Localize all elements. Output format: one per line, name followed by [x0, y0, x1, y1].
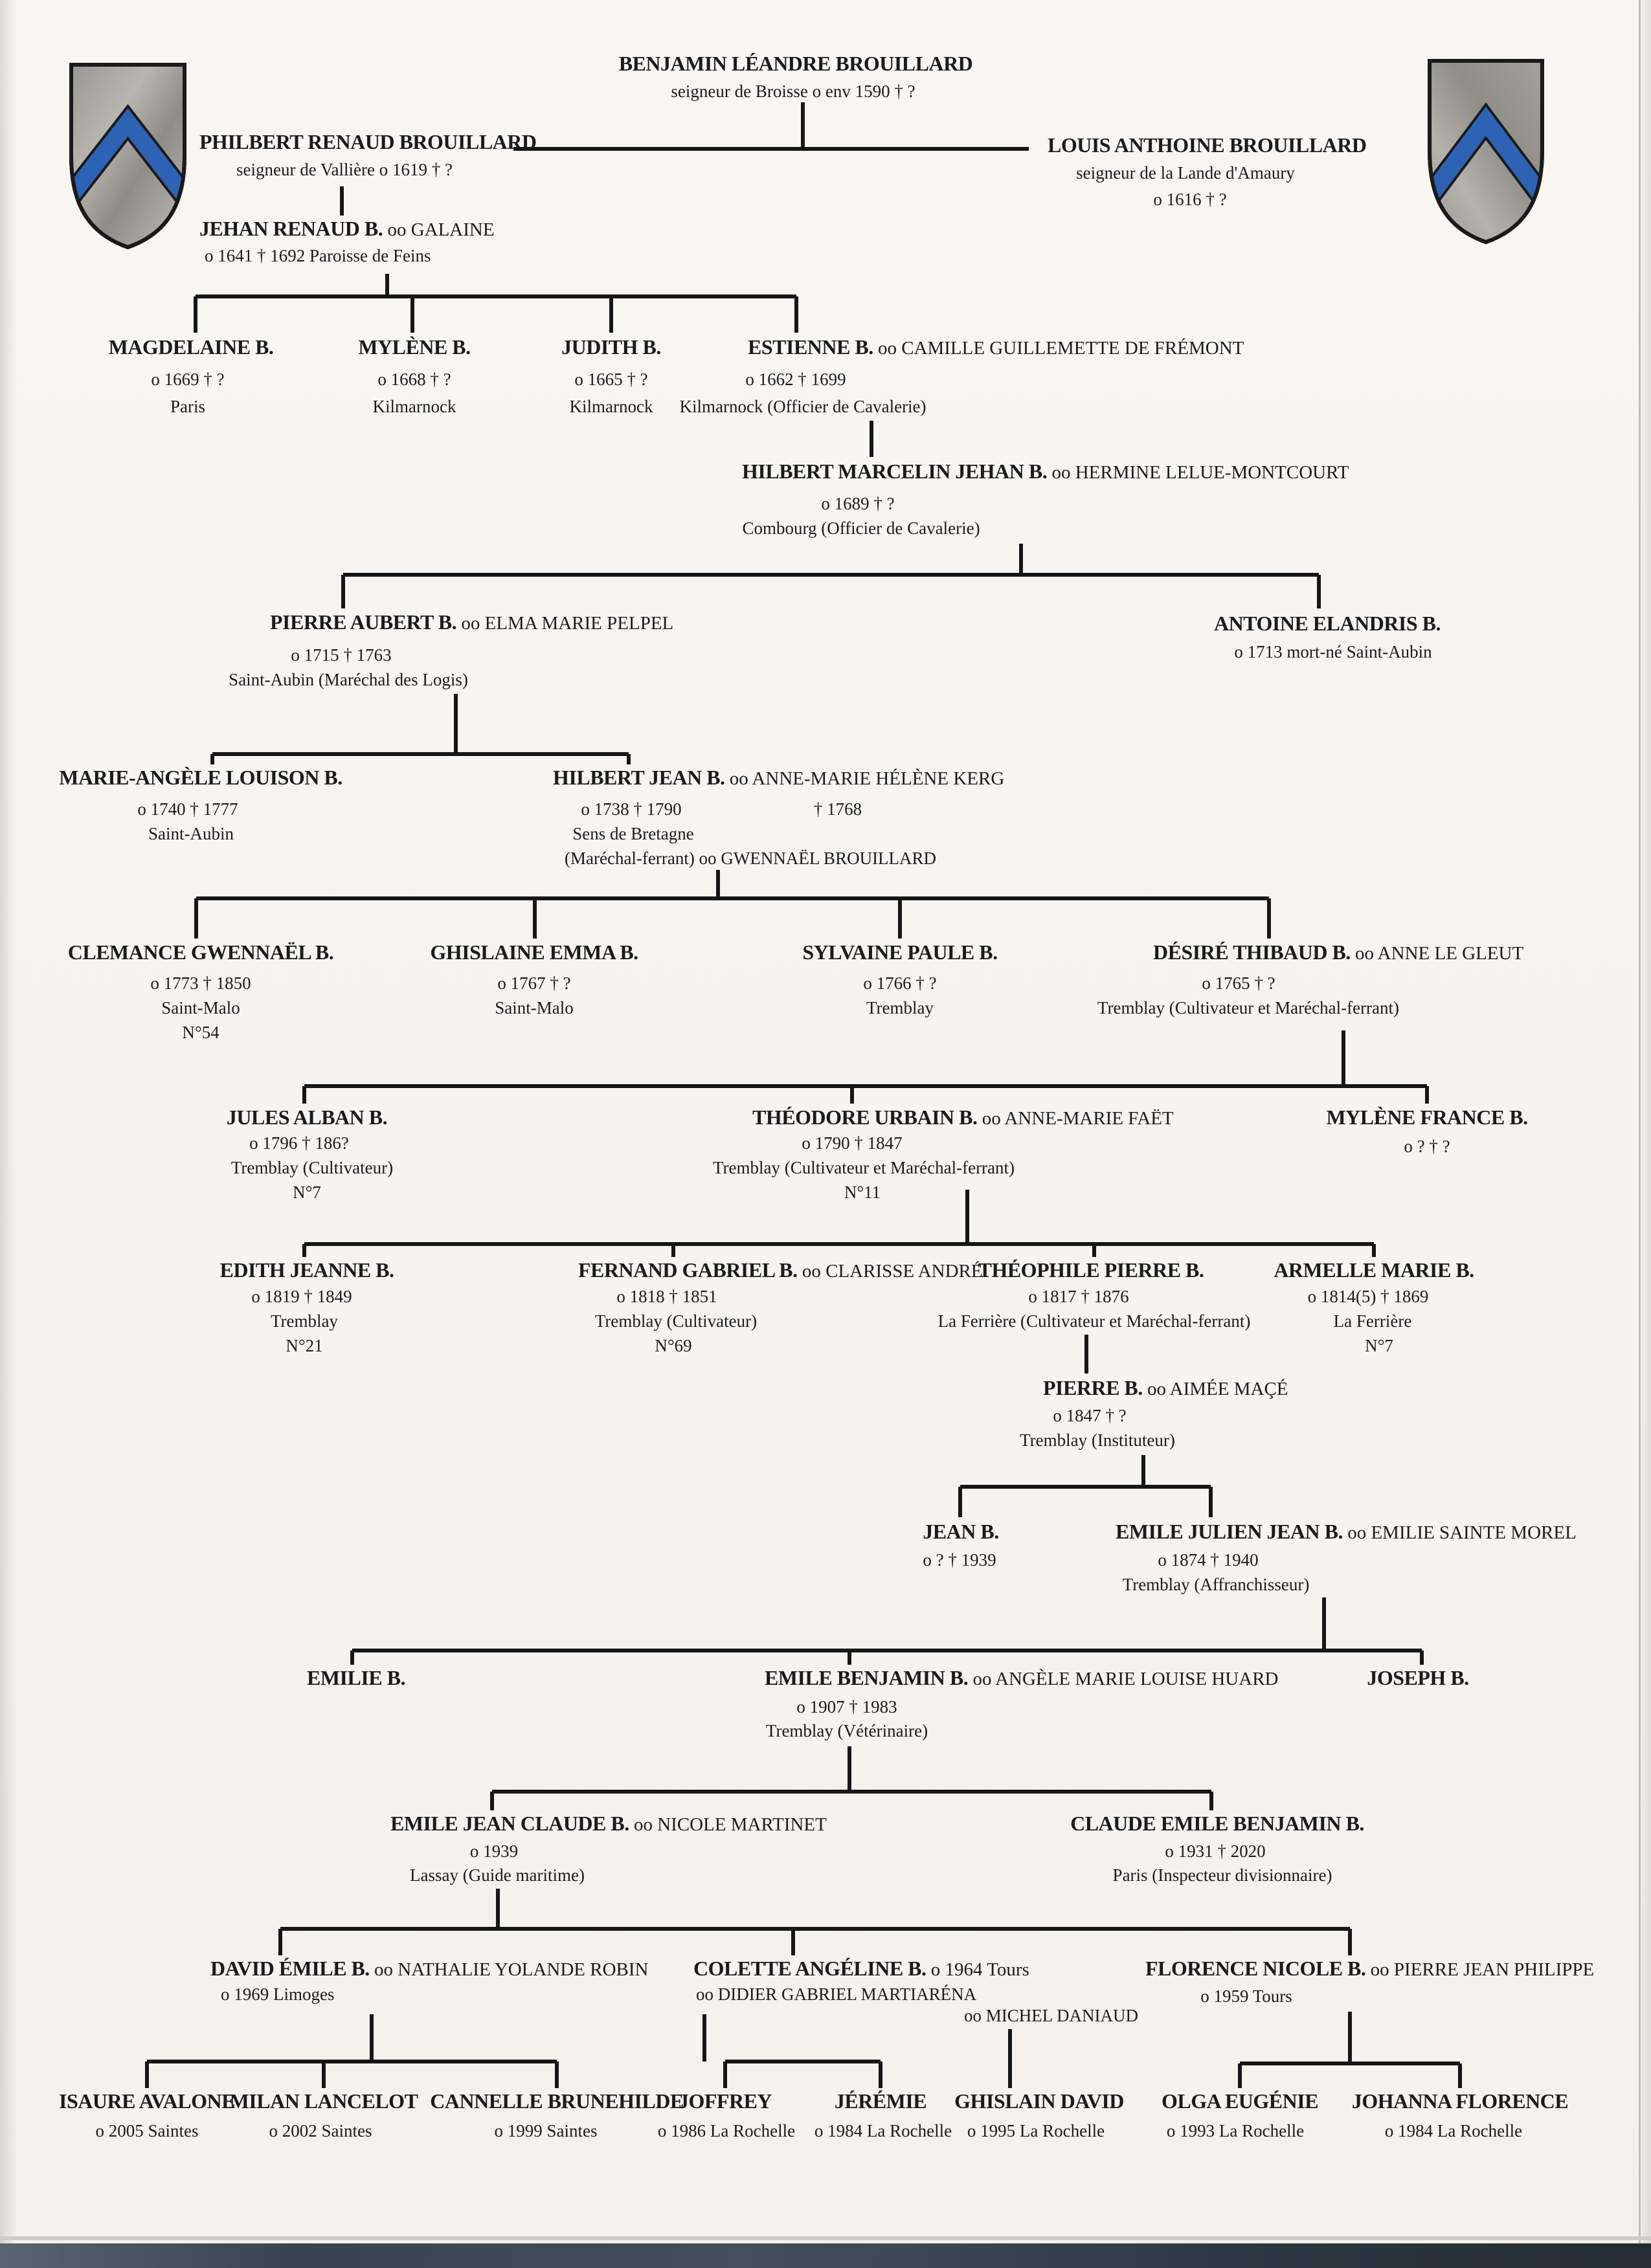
emile-jean-claude-dates: o 1939: [469, 1841, 519, 1861]
jean-name: JEAN B.: [923, 1520, 999, 1543]
theodore-place: Tremblay (Cultivateur et Maréchal-ferrant): [712, 1158, 1015, 1177]
theodore-name: THÉODORE URBAIN B. oo ANNE-MARIE FAËT: [752, 1106, 1174, 1129]
milan-dates: o 2002 Saintes: [269, 2121, 372, 2140]
louis-dates: o 1616 † ?: [1153, 190, 1227, 209]
desire-name: DÉSIRÉ THIBAUD B. oo ANNE LE GLEUT: [1153, 940, 1524, 964]
benjamin-subtitle: seigneur de Broisse o env 1590 † ?: [671, 82, 915, 101]
mylene-name: MYLÈNE B.: [358, 335, 471, 359]
marie-angele-name: MARIE-ANGÈLE LOUISON B.: [59, 766, 343, 789]
olga-name: OLGA EUGÉNIE: [1161, 2089, 1319, 2113]
emile-benjamin-place: Tremblay (Vétérinaire): [765, 1721, 928, 1740]
jules-dates: o 1796 † 186?: [249, 1133, 349, 1153]
scan-edge-left: [0, 0, 17, 2268]
emile-benjamin-name: EMILE BENJAMIN B. oo ANGÈLE MARIE LOUISE HUARD: [765, 1666, 1279, 1689]
pierre-aubert-dates: o 1715 † 1763: [291, 645, 392, 665]
benjamin-name: BENJAMIN LÉANDRE BROUILLARD: [618, 52, 973, 75]
ghislaine-place: Saint-Malo: [495, 998, 574, 1017]
desire-place: Tremblay (Cultivateur et Maréchal-ferrant): [1097, 998, 1400, 1017]
estienne-dates: o 1662 † 1699: [745, 370, 846, 389]
isaure-dates: o 2005 Saintes: [95, 2121, 199, 2140]
judith-name: JUDITH B.: [561, 335, 661, 359]
sylvaine-place: Tremblay: [866, 998, 934, 1017]
emile-benjamin-dates: o 1907 † 1983: [796, 1697, 897, 1717]
jean-dates: o ? † 1939: [923, 1550, 996, 1570]
pierre-name: PIERRE B. oo AIMÉE MAÇÉ: [1043, 1376, 1288, 1399]
antoine-dates: o 1713 mort-né Saint-Aubin: [1234, 642, 1432, 662]
johanna-dates: o 1984 La Rochelle: [1384, 2121, 1523, 2140]
joffrey-dates: o 1986 La Rochelle: [657, 2121, 796, 2140]
emilie-name: EMILIE B.: [307, 1666, 405, 1689]
philbert-subtitle: seigneur de Vallière o 1619 † ?: [236, 160, 453, 179]
ghislain-dates: o 1995 La Rochelle: [967, 2121, 1105, 2140]
hilbert-marcelin-dates: o 1689 † ?: [821, 494, 895, 513]
scan-bottom-band: [0, 2243, 1651, 2268]
theophile-name: THÉOPHILE PIERRE B.: [978, 1258, 1204, 1282]
sylvaine-name: SYLVAINE PAULE B.: [802, 940, 998, 964]
left-crest-icon: [65, 58, 191, 254]
joffrey-name: JOFFREY: [678, 2089, 772, 2113]
clemance-dates: o 1773 † 1850: [150, 973, 251, 993]
louis-subtitle: seigneur de la Lande d'Amaury: [1076, 163, 1295, 183]
jehan-name: JEHAN RENAUD B. oo GALAINE: [199, 217, 495, 240]
desire-dates: o 1765 † ?: [1202, 973, 1275, 993]
emile-julien-dates: o 1874 † 1940: [1158, 1550, 1259, 1570]
fernand-name: FERNAND GABRIEL B. oo CLARISSE ANDRÉ: [578, 1258, 983, 1282]
edith-place: Tremblay: [270, 1311, 339, 1331]
armelle-place: La Ferrière: [1333, 1311, 1412, 1331]
right-crest-icon: [1422, 54, 1550, 249]
edith-name: EDITH JEANNE B.: [219, 1258, 394, 1282]
clemance-place: Saint-Malo: [161, 998, 240, 1017]
claude-name: CLAUDE EMILE BENJAMIN B.: [1070, 1812, 1364, 1835]
emile-jean-claude-place: Lassay (Guide maritime): [410, 1865, 585, 1885]
armelle-dates: o 1814(5) † 1869: [1307, 1287, 1429, 1306]
milan-name: MILAN LANCELOT: [229, 2089, 418, 2113]
ghislaine-dates: o 1767 † ?: [497, 973, 571, 993]
hilbert-jean-second-marriage: (Maréchal-ferrant) oo GWENNAËL BROUILLARD: [565, 849, 937, 868]
ghislain-name: GHISLAIN DAVID: [954, 2089, 1124, 2113]
magdelaine-place: Paris: [170, 397, 205, 416]
sylvaine-dates: o 1766 † ?: [863, 973, 937, 993]
jules-number: N°7: [293, 1183, 321, 1202]
estienne-place: Kilmarnock (Officier de Cavalerie): [679, 397, 927, 416]
florence-dates: o 1959 Tours: [1200, 1986, 1292, 2006]
cannelle-dates: o 1999 Saintes: [494, 2121, 598, 2140]
pierre-dates: o 1847 † ?: [1053, 1406, 1127, 1425]
johanna-name: JOHANNA FLORENCE: [1351, 2089, 1569, 2113]
philbert-name: PHILBERT RENAUD BROUILLARD: [199, 130, 537, 153]
claude-dates: o 1931 † 2020: [1165, 1841, 1266, 1861]
hilbert-jean-name: HILBERT JEAN B. oo ANNE-MARIE HÉLÈNE KERG: [553, 766, 1005, 789]
jeremie-dates: o 1984 La Rochelle: [814, 2121, 952, 2140]
clemance-number: N°54: [182, 1023, 219, 1042]
hilbert-jean-place: Sens de Bretagne: [572, 824, 694, 843]
clemance-name: CLEMANCE GWENNAËL B.: [67, 940, 334, 964]
ghislaine-name: GHISLAINE EMMA B.: [430, 940, 638, 964]
mylene-france-name: MYLÈNE FRANCE B.: [1326, 1106, 1528, 1129]
antoine-name: ANTOINE ELANDRIS B.: [1214, 612, 1441, 635]
theodore-dates: o 1790 † 1847: [802, 1133, 903, 1153]
emile-jean-claude-name: EMILE JEAN CLAUDE B. oo NICOLE MARTINET: [390, 1812, 827, 1835]
estienne-name: ESTIENNE B. oo CAMILLE GUILLEMETTE DE FRÉMONT: [748, 335, 1244, 359]
scan-bottom-strip: [0, 2236, 1651, 2240]
david-name: DAVID ÉMILE B. oo NATHALIE YOLANDE ROBIN: [210, 1957, 649, 1980]
david-dates: o 1969 Limoges: [221, 1984, 335, 2004]
olga-dates: o 1993 La Rochelle: [1166, 2121, 1305, 2140]
marie-angele-dates: o 1740 † 1777: [137, 799, 238, 819]
theodore-number: N°11: [844, 1183, 881, 1202]
hilbert-marcelin-place: Combourg (Officier de Cavalerie): [742, 518, 980, 538]
jules-place: Tremblay (Cultivateur): [230, 1158, 394, 1177]
pierre-aubert-name: PIERRE AUBERT B. oo ELMA MARIE PELPEL: [270, 610, 674, 634]
mylene-france-dates: o ? † ?: [1404, 1137, 1450, 1156]
jehan-dates: o 1641 † 1692 Paroisse de Feins: [205, 246, 431, 265]
cannelle-name: CANNELLE BRUNEHILDE: [430, 2089, 684, 2113]
jeremie-name: JÉRÉMIE: [834, 2089, 927, 2113]
emile-julien-place: Tremblay (Affranchisseur): [1122, 1575, 1310, 1594]
hilbert-jean-dates: o 1738 † 1790: [581, 799, 682, 819]
joseph-name: JOSEPH B.: [1367, 1666, 1469, 1689]
theophile-place: La Ferrière (Cultivateur et Maréchal-ferrant): [938, 1311, 1251, 1331]
fernand-number: N°69: [655, 1336, 692, 1355]
theophile-dates: o 1817 † 1876: [1028, 1287, 1129, 1306]
judith-dates: o 1665 † ?: [574, 370, 648, 389]
hilbert-marcelin-name: HILBERT MARCELIN JEHAN B. oo HERMINE LELUE-MONTCOURT: [742, 460, 1349, 483]
jules-name: JULES ALBAN B.: [226, 1106, 388, 1129]
marie-angele-place: Saint-Aubin: [148, 824, 234, 843]
magdelaine-name: MAGDELAINE B.: [108, 335, 274, 359]
isaure-name: ISAURE AVALONE: [59, 2089, 235, 2113]
judith-place: Kilmarnock: [569, 397, 653, 416]
edith-number: N°21: [286, 1336, 323, 1355]
claude-place: Paris (Inspecteur divisionnaire): [1112, 1865, 1332, 1885]
fernand-place: Tremblay (Cultivateur): [594, 1311, 758, 1331]
emile-julien-name: EMILE JULIEN JEAN B. oo EMILIE SAINTE MOREL: [1116, 1520, 1577, 1543]
fernand-dates: o 1818 † 1851: [616, 1287, 717, 1306]
magdelaine-dates: o 1669 † ?: [151, 370, 225, 389]
edith-dates: o 1819 † 1849: [251, 1287, 352, 1306]
hilbert-jean-spouse-death: † 1768: [813, 799, 862, 819]
colette-first-marriage: oo DIDIER GABRIEL MARTIARÉNA: [696, 1984, 977, 2004]
mylene-place: Kilmarnock: [372, 397, 456, 416]
pierre-aubert-place: Saint-Aubin (Maréchal des Logis): [229, 670, 468, 689]
colette-second-marriage: oo MICHEL DANIAUD: [964, 2006, 1138, 2025]
florence-name: FLORENCE NICOLE B. oo PIERRE JEAN PHILIPPE: [1145, 1957, 1595, 1980]
colette-name: COLETTE ANGÉLINE B. o 1964 Tours: [693, 1957, 1029, 1980]
louis-name: LOUIS ANTHOINE BROUILLARD: [1048, 133, 1367, 157]
armelle-number: N°7: [1365, 1336, 1393, 1355]
pierre-place: Tremblay (Instituteur): [1020, 1430, 1175, 1450]
armelle-name: ARMELLE MARIE B.: [1274, 1258, 1474, 1282]
mylene-dates: o 1668 † ?: [377, 370, 451, 389]
scan-vertical-line: [1639, 0, 1641, 2268]
